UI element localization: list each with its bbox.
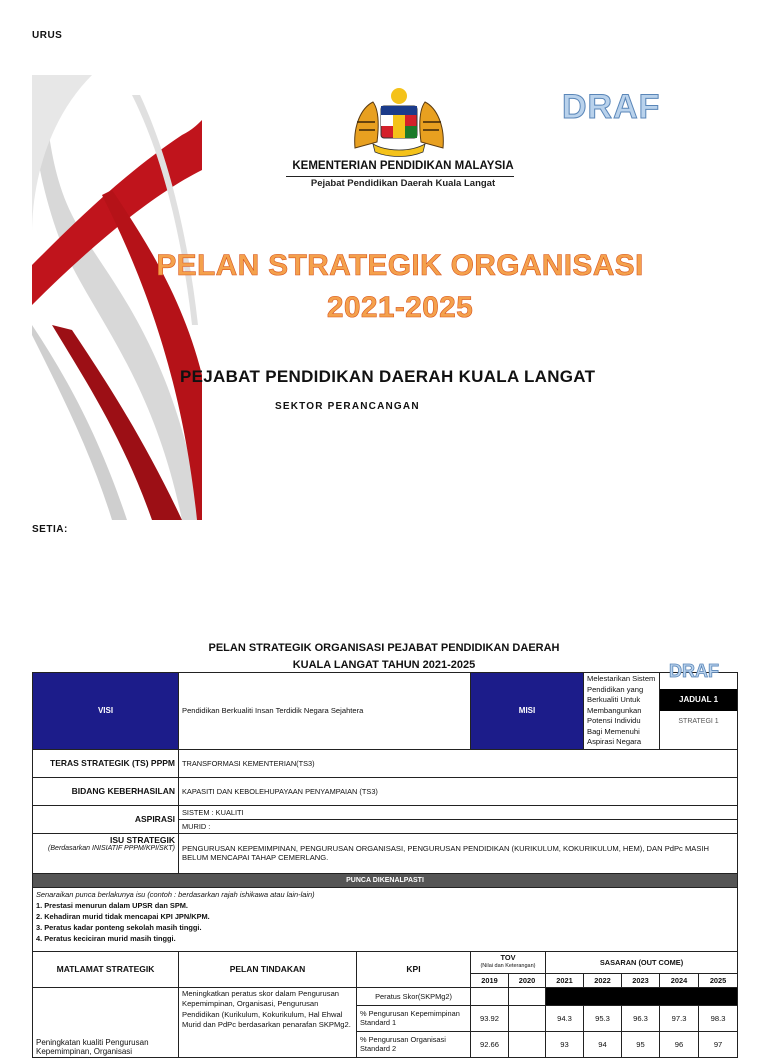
tov-2019: 92.66 xyxy=(471,1031,509,1057)
tov-2019: 93.92 xyxy=(471,1005,509,1031)
isu-label: ISU STRATEGIK xyxy=(109,834,175,845)
strategic-plan-table xyxy=(32,672,738,1058)
punca-list xyxy=(33,887,738,951)
target-2023: 95 xyxy=(622,1031,660,1057)
title-line-1: PELAN STRATEGIK ORGANISASI xyxy=(156,249,644,282)
target-2024: 96 xyxy=(660,1031,699,1057)
year-header: 2023 xyxy=(622,973,660,987)
kpi-header: Peratus Skor(SKPMg2) xyxy=(357,987,471,1005)
bidang-value: KAPASITI DAN KEBOLEHUPAYAAN PENYAMPAIAN (TS3) xyxy=(179,777,738,805)
punca-item: 3. Peratus kadar ponteng sekolah masih tinggi. xyxy=(36,922,202,932)
malaysia-coat-of-arms-logo xyxy=(347,86,451,158)
draft-watermark-small: DRAF xyxy=(669,661,719,681)
year-header: 2022 xyxy=(584,973,622,987)
draft-watermark: DRAF xyxy=(562,88,661,126)
col-sasaran: SASARAN (OUT COME) xyxy=(546,951,738,973)
pelan-text: Meningkatkan peratus skor dalam Pengurusan Kepemimpinan, Organisasi, Pengurusan Pendidikan (Kurikulum, Kokurikulum, Hal Ehwal Murid dan PdPc berdasarkan penarafan SKPMg2. xyxy=(179,987,357,1057)
organisation-name: PEJABAT PENDIDIKAN DAERAH KUALA LANGAT xyxy=(180,367,596,386)
visi-label: VISI xyxy=(33,673,179,750)
year-header: 2025 xyxy=(699,973,738,987)
target-2022: 95.3 xyxy=(584,1005,622,1031)
col-tov xyxy=(471,951,546,973)
misi-text: Melestarikan Sistem Pendidikan yang Berkualiti Untuk Membangunkan Potensi Individu Bagi Memenuhi Aspirasi Negara xyxy=(584,673,660,750)
isu-value: PENGURUSAN KEPEMIMPINAN, PENGURUSAN ORGANISASI, PENGURUSAN PENDIDIKAN (KURIKULUM, KOKURIKULUM, HEM), DAN PdPc MASIH BELUM MENCAPAI TAHAP CEMERLANG. xyxy=(179,833,738,873)
sector-name: SEKTOR PERANCANGAN xyxy=(275,401,420,412)
aspirasi-sistem: SISTEM : KUALITI xyxy=(179,805,738,819)
isu-label-cell xyxy=(33,833,179,873)
col-kpi: KPI xyxy=(357,951,471,987)
plan-heading xyxy=(150,640,618,674)
isu-note: (Berdasarkan INISIATIF PPPM/KPI/SKT) xyxy=(48,844,175,852)
target-2024: 97.3 xyxy=(660,1005,699,1031)
target-2025: 97 xyxy=(699,1031,738,1057)
aspirasi-murid: MURID : xyxy=(179,819,738,833)
tov-2020 xyxy=(509,1031,546,1057)
year-header: 2019 xyxy=(471,973,509,987)
year-header: 2021 xyxy=(546,973,584,987)
tov-label: TOV xyxy=(500,953,516,962)
title-line-2: 2021-2025 xyxy=(326,291,474,324)
setia-label: SETIA: xyxy=(32,524,68,535)
year-header: 2024 xyxy=(660,973,699,987)
punca-header: PUNCA DIKENALPASTI xyxy=(33,873,738,887)
teras-value: TRANSFORMASI KEMENTERIAN(TS3) xyxy=(179,749,738,777)
tov-cell xyxy=(509,987,546,1005)
strategi-label: STRATEGI 1 xyxy=(678,718,719,726)
matlamat-text: Peningkatan kualiti Pengurusan Kepemimpinan, Organisasi xyxy=(33,987,179,1057)
misi-label: MISI xyxy=(471,673,584,750)
target-2022: 94 xyxy=(584,1031,622,1057)
jadual-cell xyxy=(660,673,738,750)
punca-item: 1. Prestasi menurun dalam UPSR dan SPM. xyxy=(36,900,188,910)
visi-text: Pendidikan Berkualiti Insan Terdidik Negara Sejahtera xyxy=(179,673,471,750)
col-pelan: PELAN TINDAKAN xyxy=(179,951,357,987)
col-matlamat: MATLAMAT STRATEGIK xyxy=(33,951,179,987)
target-2021: 94.3 xyxy=(546,1005,584,1031)
jadual-label: JADUAL 1 xyxy=(660,689,737,711)
year-header: 2020 xyxy=(509,973,546,987)
document-title xyxy=(150,245,650,329)
urus-label: URUS xyxy=(32,30,63,41)
plan-heading-line-2: KUALA LANGAT TAHUN 2021-2025 xyxy=(292,659,476,671)
target-2023: 96.3 xyxy=(622,1005,660,1031)
bidang-label: BIDANG KEBERHASILAN xyxy=(33,777,179,805)
tov-2020 xyxy=(509,1005,546,1031)
punca-item: 4. Peratus keciciran murid masih tinggi. xyxy=(36,933,176,943)
teras-label: TERAS STRATEGIK (TS) PPPM xyxy=(33,749,179,777)
tov-note: (Nilai dan Keterangan) xyxy=(480,963,536,969)
punca-item: 2. Kehadiran murid tidak mencapai KPI JPN/KPM. xyxy=(36,911,210,921)
ministry-name: KEMENTERIAN PENDIDIKAN MALAYSIA xyxy=(292,160,514,172)
punca-intro: Senaraikan punca berlakunya isu (contoh : berdasarkan rajah ishikawa atau lain-lain) xyxy=(36,889,315,899)
target-blank-bar xyxy=(546,987,738,1005)
target-2021: 93 xyxy=(546,1031,584,1057)
office-name: Pejabat Pendidikan Daerah Kuala Langat xyxy=(310,178,496,189)
target-2025: 98.3 xyxy=(699,1005,738,1031)
kpi-row-label: % Pengurusan Organisasi Standard 2 xyxy=(357,1031,471,1057)
tov-cell xyxy=(471,987,509,1005)
kpi-row-label: % Pengurusan Kepemimpinan Standard 1 xyxy=(357,1005,471,1031)
divider xyxy=(286,176,514,177)
aspirasi-label: ASPIRASI xyxy=(33,805,179,833)
plan-heading-line-1: PELAN STRATEGIK ORGANISASI PEJABAT PENDIDIKAN DAERAH xyxy=(208,642,560,654)
